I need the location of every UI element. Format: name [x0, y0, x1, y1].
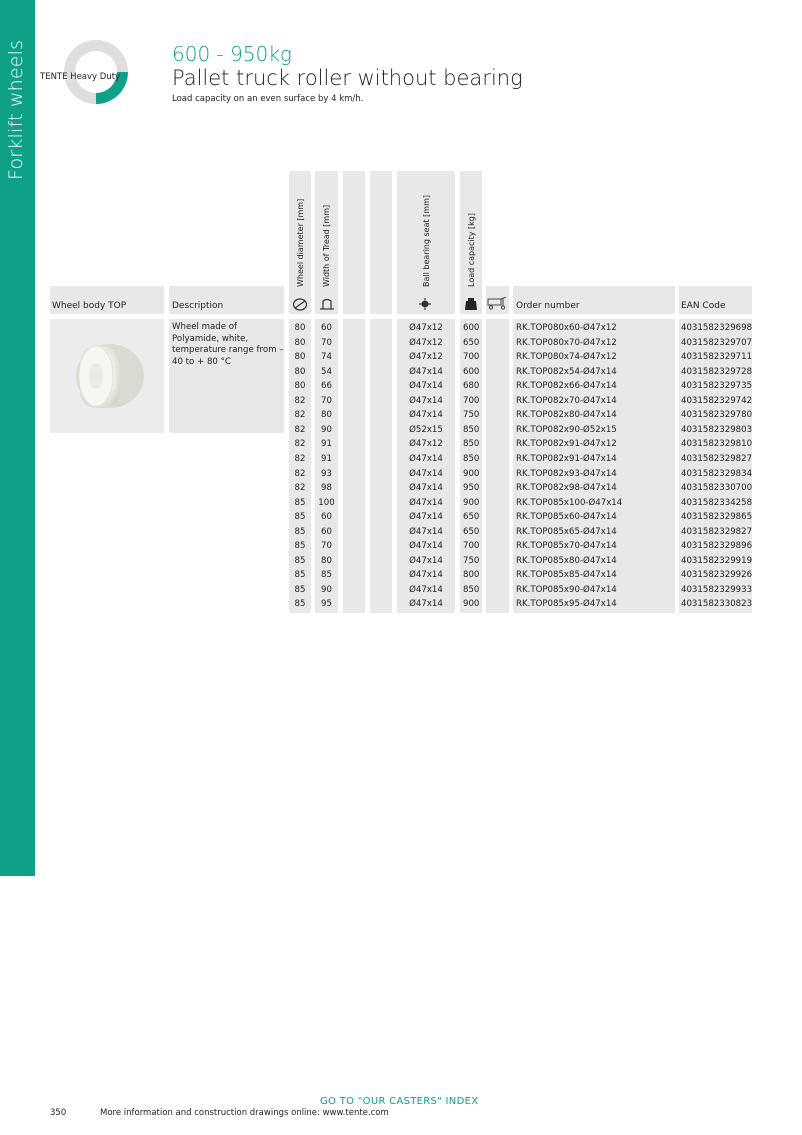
cell-order-number: RK.TOP085x85-Ø47x14 [516, 570, 617, 581]
cell-order-number: RK.TOP082x80-Ø47x14 [516, 410, 617, 421]
sidebar-band [0, 0, 35, 876]
cell-bearing-seat: Ø47x12 [409, 439, 443, 450]
cell-load-capacity: 850 [463, 453, 480, 464]
col-pallet [486, 319, 509, 613]
tread-width-icon [319, 298, 335, 311]
cell-load-capacity: 650 [463, 512, 480, 523]
cell-load-capacity: 700 [463, 541, 480, 552]
cell-ean-code: 4031582329919 [681, 555, 753, 566]
cell-bearing-seat: Ø52x15 [409, 424, 443, 435]
cell-diameter: 80 [294, 337, 306, 348]
cell-ean-code: 4031582330700 [681, 483, 753, 494]
cell-diameter: 85 [294, 584, 306, 595]
header-description: Description [172, 301, 224, 311]
cell-load-capacity: 600 [463, 323, 480, 333]
cell-diameter: 85 [294, 526, 306, 537]
cell-load-capacity: 750 [463, 410, 480, 421]
casters-index-link[interactable]: GO TO "OUR CASTERS" INDEX [320, 1096, 479, 1107]
sidebar-title: Forklift wheels [5, 39, 27, 180]
cell-bearing-seat: Ø47x14 [409, 366, 443, 377]
cell-diameter: 80 [294, 352, 306, 363]
cell-bearing-seat: Ø47x14 [409, 584, 443, 595]
cell-load-capacity: 850 [463, 424, 480, 435]
cell-order-number: RK.TOP082x93-Ø47x14 [516, 468, 617, 479]
col-empty-1 [343, 319, 365, 613]
cell-diameter: 82 [294, 424, 306, 435]
cell-load-capacity: 750 [463, 555, 480, 566]
cell-diameter: 85 [294, 570, 306, 581]
page-number: 350 [50, 1108, 67, 1118]
cell-bearing-seat: Ø47x14 [409, 381, 443, 392]
cell-ean-code: 4031582329711 [681, 352, 753, 363]
cell-diameter: 85 [294, 541, 306, 552]
cell-width: 80 [321, 555, 332, 566]
cell-width: 91 [321, 453, 332, 464]
cell-bearing-seat: Ø47x12 [409, 337, 443, 348]
col-empty-2 [370, 319, 392, 613]
cell-ean-code: 4031582329827 [681, 453, 753, 464]
cell-load-capacity: 650 [463, 526, 480, 537]
cell-order-number: RK.TOP082x91-Ø47x14 [516, 453, 617, 464]
load-range-heading: 600 - 950kg [172, 42, 292, 66]
cell-ean-code: 4031582329742 [681, 395, 753, 406]
header-ball-bearing-seat: Ball bearing seat [mm] [422, 195, 431, 287]
cell-load-capacity: 700 [463, 352, 480, 363]
cell-order-number: RK.TOP082x91-Ø47x12 [516, 439, 617, 450]
cell-width: 66 [321, 381, 332, 392]
cell-diameter: 82 [294, 395, 306, 406]
cell-width: 60 [321, 512, 332, 523]
cell-width: 90 [321, 584, 332, 595]
cell-ean-code: 4031582329803 [681, 424, 753, 435]
cell-order-number: RK.TOP082x66-Ø47x14 [516, 381, 617, 392]
cell-diameter: 85 [294, 599, 306, 610]
product-description: Wheel made of Polyamide, white, temperature range from – 40 to + 80 °C [172, 322, 284, 367]
cell-bearing-seat: Ø47x14 [409, 570, 443, 581]
cell-ean-code: 4031582329926 [681, 570, 753, 581]
cell-order-number: RK.TOP082x54-Ø47x14 [516, 366, 617, 377]
cell-order-number: RK.TOP085x65-Ø47x14 [516, 526, 617, 537]
cell-load-capacity: 950 [463, 483, 480, 494]
wheel-product-image [50, 319, 164, 433]
cell-bearing-seat: Ø47x14 [409, 555, 443, 566]
cell-order-number: RK.TOP085x70-Ø47x14 [516, 541, 617, 552]
cell-width: 74 [321, 352, 332, 363]
cell-ean-code: 4031582330823 [681, 599, 753, 610]
footer-info: More information and construction drawings online: www.tente.com [100, 1108, 389, 1118]
cell-width: 98 [321, 483, 332, 494]
cell-order-number: RK.TOP082x98-Ø47x14 [516, 483, 617, 494]
cell-bearing-seat: Ø47x14 [409, 483, 443, 494]
cell-bearing-seat: Ø47x14 [409, 541, 443, 552]
cell-width: 70 [321, 395, 332, 406]
cell-bearing-seat: Ø47x14 [409, 468, 443, 479]
cell-width: 85 [321, 570, 332, 581]
cell-load-capacity: 850 [463, 439, 480, 450]
cell-width: 54 [321, 366, 332, 377]
header-order-number: Order number [516, 301, 580, 311]
cell-order-number: RK.TOP085x95-Ø47x14 [516, 599, 617, 610]
header-cell-empty-2 [370, 171, 392, 314]
cell-width: 80 [321, 410, 332, 421]
cell-load-capacity: 700 [463, 395, 480, 406]
cell-bearing-seat: Ø47x14 [409, 497, 443, 508]
cell-width: 60 [321, 526, 332, 537]
wheel-diameter-icon [292, 298, 308, 311]
cell-bearing-seat: Ø47x14 [409, 512, 443, 523]
cell-order-number: RK.TOP085x100-Ø47x14 [516, 497, 623, 508]
cell-load-capacity: 800 [463, 570, 480, 581]
cell-bearing-seat: Ø47x14 [409, 410, 443, 421]
cell-order-number: RK.TOP082x90-Ø52x15 [516, 424, 617, 435]
cell-width: 93 [321, 468, 332, 479]
cell-diameter: 85 [294, 497, 306, 508]
cell-diameter: 80 [294, 323, 306, 333]
cell-bearing-seat: Ø47x14 [409, 526, 443, 537]
cell-order-number: RK.TOP085x80-Ø47x14 [516, 555, 617, 566]
cell-load-capacity: 600 [463, 366, 480, 377]
cell-ean-code: 4031582329896 [681, 541, 753, 552]
header-wheel-body: Wheel body TOP [52, 301, 127, 311]
cell-bearing-seat: Ø47x12 [409, 352, 443, 363]
logo-text: TENTE Heavy Duty [40, 72, 121, 82]
cell-ean-code: 4031582329834 [681, 468, 753, 479]
cell-load-capacity: 900 [463, 468, 480, 479]
cell-load-capacity: 900 [463, 599, 480, 610]
cell-bearing-seat: Ø47x14 [409, 453, 443, 464]
cell-bearing-seat: Ø47x14 [409, 599, 443, 610]
cell-diameter: 82 [294, 439, 306, 450]
cell-load-capacity: 650 [463, 337, 480, 348]
cell-ean-code: 4031582329728 [681, 366, 753, 377]
cell-diameter: 82 [294, 453, 306, 464]
cell-ean-code: 4031582329933 [681, 584, 753, 595]
cell-diameter: 80 [294, 381, 306, 392]
cell-width: 70 [321, 541, 332, 552]
header-width-tread: Width of Tread [mm] [322, 204, 331, 287]
cell-ean-code: 4031582329827 [681, 526, 753, 537]
cell-diameter: 82 [294, 468, 306, 479]
cell-order-number: RK.TOP085x90-Ø47x14 [516, 584, 617, 595]
cell-ean-code: 4031582329735 [681, 381, 753, 392]
cell-ean-code: 4031582329865 [681, 512, 753, 523]
cell-bearing-seat: Ø47x14 [409, 395, 443, 406]
header-load-capacity: Load capacity [kg] [467, 212, 476, 287]
cell-diameter: 85 [294, 512, 306, 523]
header-cell-empty-1 [343, 171, 365, 314]
cell-width: 90 [321, 424, 332, 435]
cell-width: 95 [321, 599, 332, 610]
page-subtitle: Load capacity on an even surface by 4 km/h. [172, 94, 364, 104]
cell-order-number: RK.TOP085x60-Ø47x14 [516, 512, 617, 523]
cell-ean-code: 4031582334258 [681, 497, 753, 508]
cell-ean-code: 4031582329780 [681, 410, 753, 421]
cell-load-capacity: 850 [463, 584, 480, 595]
cell-diameter: 82 [294, 410, 306, 421]
cell-order-number: RK.TOP082x70-Ø47x14 [516, 395, 617, 406]
page-title: Pallet truck roller without bearing [172, 66, 523, 90]
pallet-truck-icon [487, 297, 508, 310]
cell-diameter: 85 [294, 555, 306, 566]
cell-width: 70 [321, 337, 332, 348]
cell-load-capacity: 900 [463, 497, 480, 508]
header-wheel-diameter: Wheel diameter [mm] [296, 198, 305, 287]
cell-diameter: 80 [294, 366, 306, 377]
header-ean-code: EAN Code [681, 301, 726, 311]
cell-ean-code: 4031582329810 [681, 439, 753, 450]
cell-load-capacity: 680 [463, 381, 480, 392]
cell-width: 100 [318, 497, 335, 508]
cell-diameter: 82 [294, 483, 306, 494]
weight-icon [464, 298, 478, 310]
cell-ean-code: 4031582329707 [681, 337, 753, 348]
wheel-photo-icon [50, 319, 164, 433]
cell-order-number: RK.TOP080x70-Ø47x12 [516, 337, 617, 348]
cell-width: 91 [321, 439, 332, 450]
cell-ean-code: 4031582329698 [681, 323, 753, 333]
cell-width: 60 [321, 323, 332, 333]
bearing-seat-icon [418, 297, 432, 311]
cell-order-number: RK.TOP080x60-Ø47x12 [516, 323, 617, 333]
cell-bearing-seat: Ø47x12 [409, 323, 443, 333]
cell-order-number: RK.TOP080x74-Ø47x12 [516, 352, 617, 363]
